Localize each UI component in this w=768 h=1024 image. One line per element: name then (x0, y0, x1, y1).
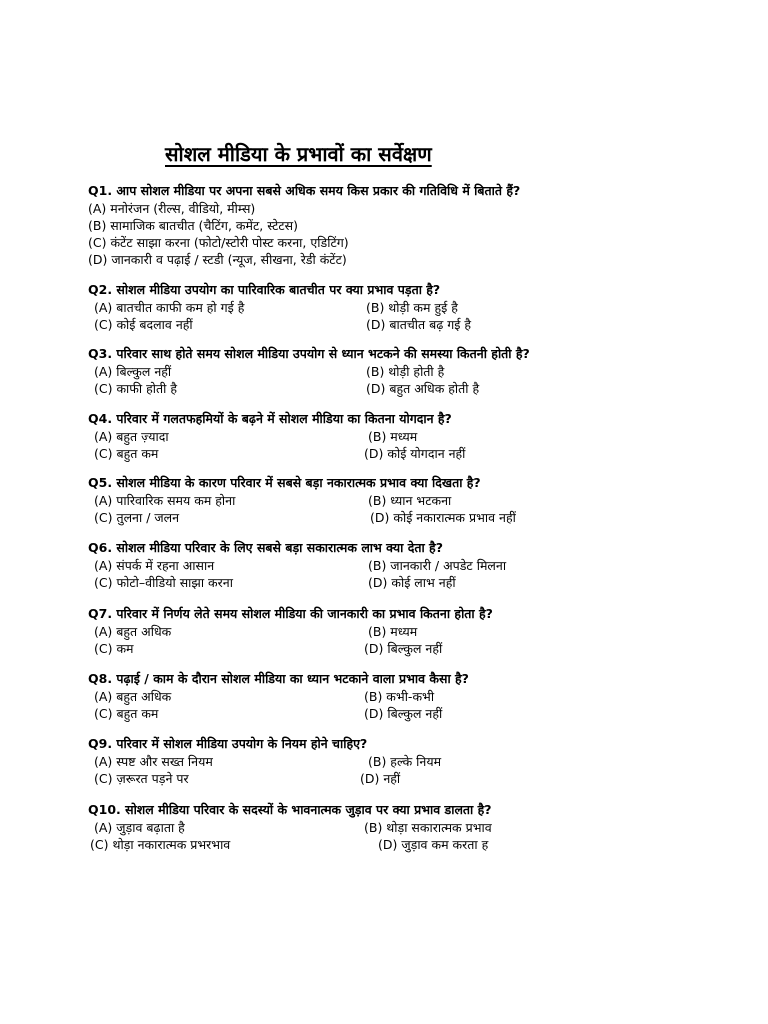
question-text: Q3. परिवार साथ होते समय सोशल मीडिया उपयोग से ध्यान भटकने की समस्या कितनी होती है? (88, 346, 530, 361)
option-b: (B) मध्यम (368, 429, 418, 444)
question-text: Q2. सोशल मीडिया उपयोग का पारिवारिक बातचीत पर क्या प्रभाव पड़ता है? (88, 282, 441, 297)
option-c: (C) फोटो–वीडियो साझा करना (94, 575, 233, 590)
option-c: (C) थोड़ा नकारात्मक प्रभरभाव (90, 837, 231, 852)
option-d: (D) बिल्कुल नहीं (364, 706, 443, 721)
option-b: (B) जानकारी / अपडेट मिलना (368, 558, 507, 573)
option-a: (A) मनोरंजन (रील्स, वीडियो, मीम्स) (88, 201, 256, 216)
option-d: (D) जानकारी व पढ़ाई / स्टडी (न्यूज, सीखना, रेडी कंटेंट) (88, 252, 347, 267)
option-a: (A) बहुत अधिक (94, 689, 172, 704)
option-b: (B) थोड़ा सकारात्मक प्रभाव (364, 820, 492, 835)
question-4 (88, 410, 688, 462)
option-a: (A) बहुत ज़्यादा (94, 429, 169, 444)
option-list (88, 200, 688, 268)
option-a: (A) बिल्कुल नहीं (94, 364, 172, 379)
option-c: (C) तुलना / जलन (94, 510, 180, 525)
option-d: (D) कोई लाभ नहीं (368, 575, 456, 590)
option-b: (B) ध्यान भटकना (368, 493, 452, 508)
question-5 (88, 474, 688, 526)
option-b: (B) थोड़ी कम हुई है (366, 300, 458, 315)
option-c: (C) कम (94, 641, 134, 656)
option-d: (D) कोई नकारात्मक प्रभाव नहीं (370, 510, 516, 525)
option-d: (D) जुड़ाव कम करता ह (378, 837, 489, 852)
option-grid (88, 492, 688, 526)
option-grid (88, 363, 688, 397)
option-a: (A) संपर्क में रहना आसान (94, 558, 215, 573)
option-c: (C) काफी होती है (94, 381, 177, 396)
option-b: (B) कभी-कभी (364, 689, 435, 704)
option-a: (A) बहुत अधिक (94, 624, 172, 639)
option-d: (D) बातचीत बढ़ गई है (366, 317, 472, 332)
option-c: (C) बहुत कम (94, 706, 159, 721)
question-7 (88, 605, 688, 657)
question-text: Q8. पढ़ाई / काम के दौरान सोशल मीडिया का ध्यान भटकाने वाला प्रभाव कैसा है? (88, 671, 469, 686)
option-b: (B) मध्यम (368, 624, 418, 639)
option-grid (88, 819, 688, 853)
question-1 (88, 182, 688, 268)
survey-title: सोशल मीडिया के प्रभावों का सर्वेक्षण (165, 142, 432, 166)
question-8 (88, 670, 688, 722)
option-grid (88, 299, 688, 333)
option-grid (88, 753, 688, 787)
option-b: (B) हल्के नियम (368, 754, 442, 769)
option-d: (D) बिल्कुल नहीं (364, 641, 443, 656)
option-b: (B) थोड़ी होती है (366, 364, 445, 379)
option-c: (C) ज़रूरत पड़ने पर (94, 771, 189, 786)
option-grid (88, 688, 688, 722)
question-text: Q9. परिवार में सोशल मीडिया उपयोग के नियम होने चाहिए? (88, 736, 368, 751)
option-a: (A) स्पष्ट और सख्त नियम (94, 754, 213, 769)
option-d: (D) नहीं (360, 771, 401, 786)
option-a: (A) जुड़ाव बढ़ाता है (94, 820, 185, 835)
question-text: Q6. सोशल मीडिया परिवार के लिए सबसे बड़ा सकारात्मक लाभ क्या देता है? (88, 540, 443, 555)
option-c: (C) कोई बदलाव नहीं (94, 317, 193, 332)
option-d: (D) कोई योगदान नहीं (364, 446, 466, 461)
option-a: (A) पारिवारिक समय कम होना (94, 493, 236, 508)
option-grid (88, 557, 688, 591)
question-text: Q1. आप सोशल मीडिया पर अपना सबसे अधिक समय किस प्रकार की गतिविधि में बिताते हैं? (88, 183, 521, 198)
question-6 (88, 539, 688, 591)
question-3 (88, 345, 688, 397)
option-grid (88, 428, 688, 462)
question-9 (88, 735, 688, 787)
question-text: Q5. सोशल मीडिया के कारण परिवार में सबसे बड़ा नकारात्मक प्रभाव क्या दिखता है? (88, 475, 481, 490)
option-d: (D) बहुत अधिक होती है (366, 381, 480, 396)
question-text: Q10. सोशल मीडिया परिवार के सदस्यों के भावनात्मक जुड़ाव पर क्या प्रभाव डालता है? (88, 802, 492, 817)
question-2 (88, 281, 688, 333)
option-c: (C) बहुत कम (94, 446, 159, 461)
option-b: (B) सामाजिक बातचीत (चैटिंग, कमेंट, स्टेटस) (88, 218, 299, 233)
option-grid (88, 623, 688, 657)
question-text: Q7. परिवार में निर्णय लेते समय सोशल मीडिया की जानकारी का प्रभाव कितना होता है? (88, 606, 493, 621)
question-10 (88, 801, 688, 853)
option-c: (C) कंटेंट साझा करना (फोटो/स्टोरी पोस्ट करना, एडिटिंग) (88, 235, 349, 250)
option-a: (A) बातचीत काफी कम हो गई है (94, 300, 245, 315)
question-text: Q4. परिवार में गलतफहमियों के बढ़ने में सोशल मीडिया का कितना योगदान है? (88, 411, 452, 426)
